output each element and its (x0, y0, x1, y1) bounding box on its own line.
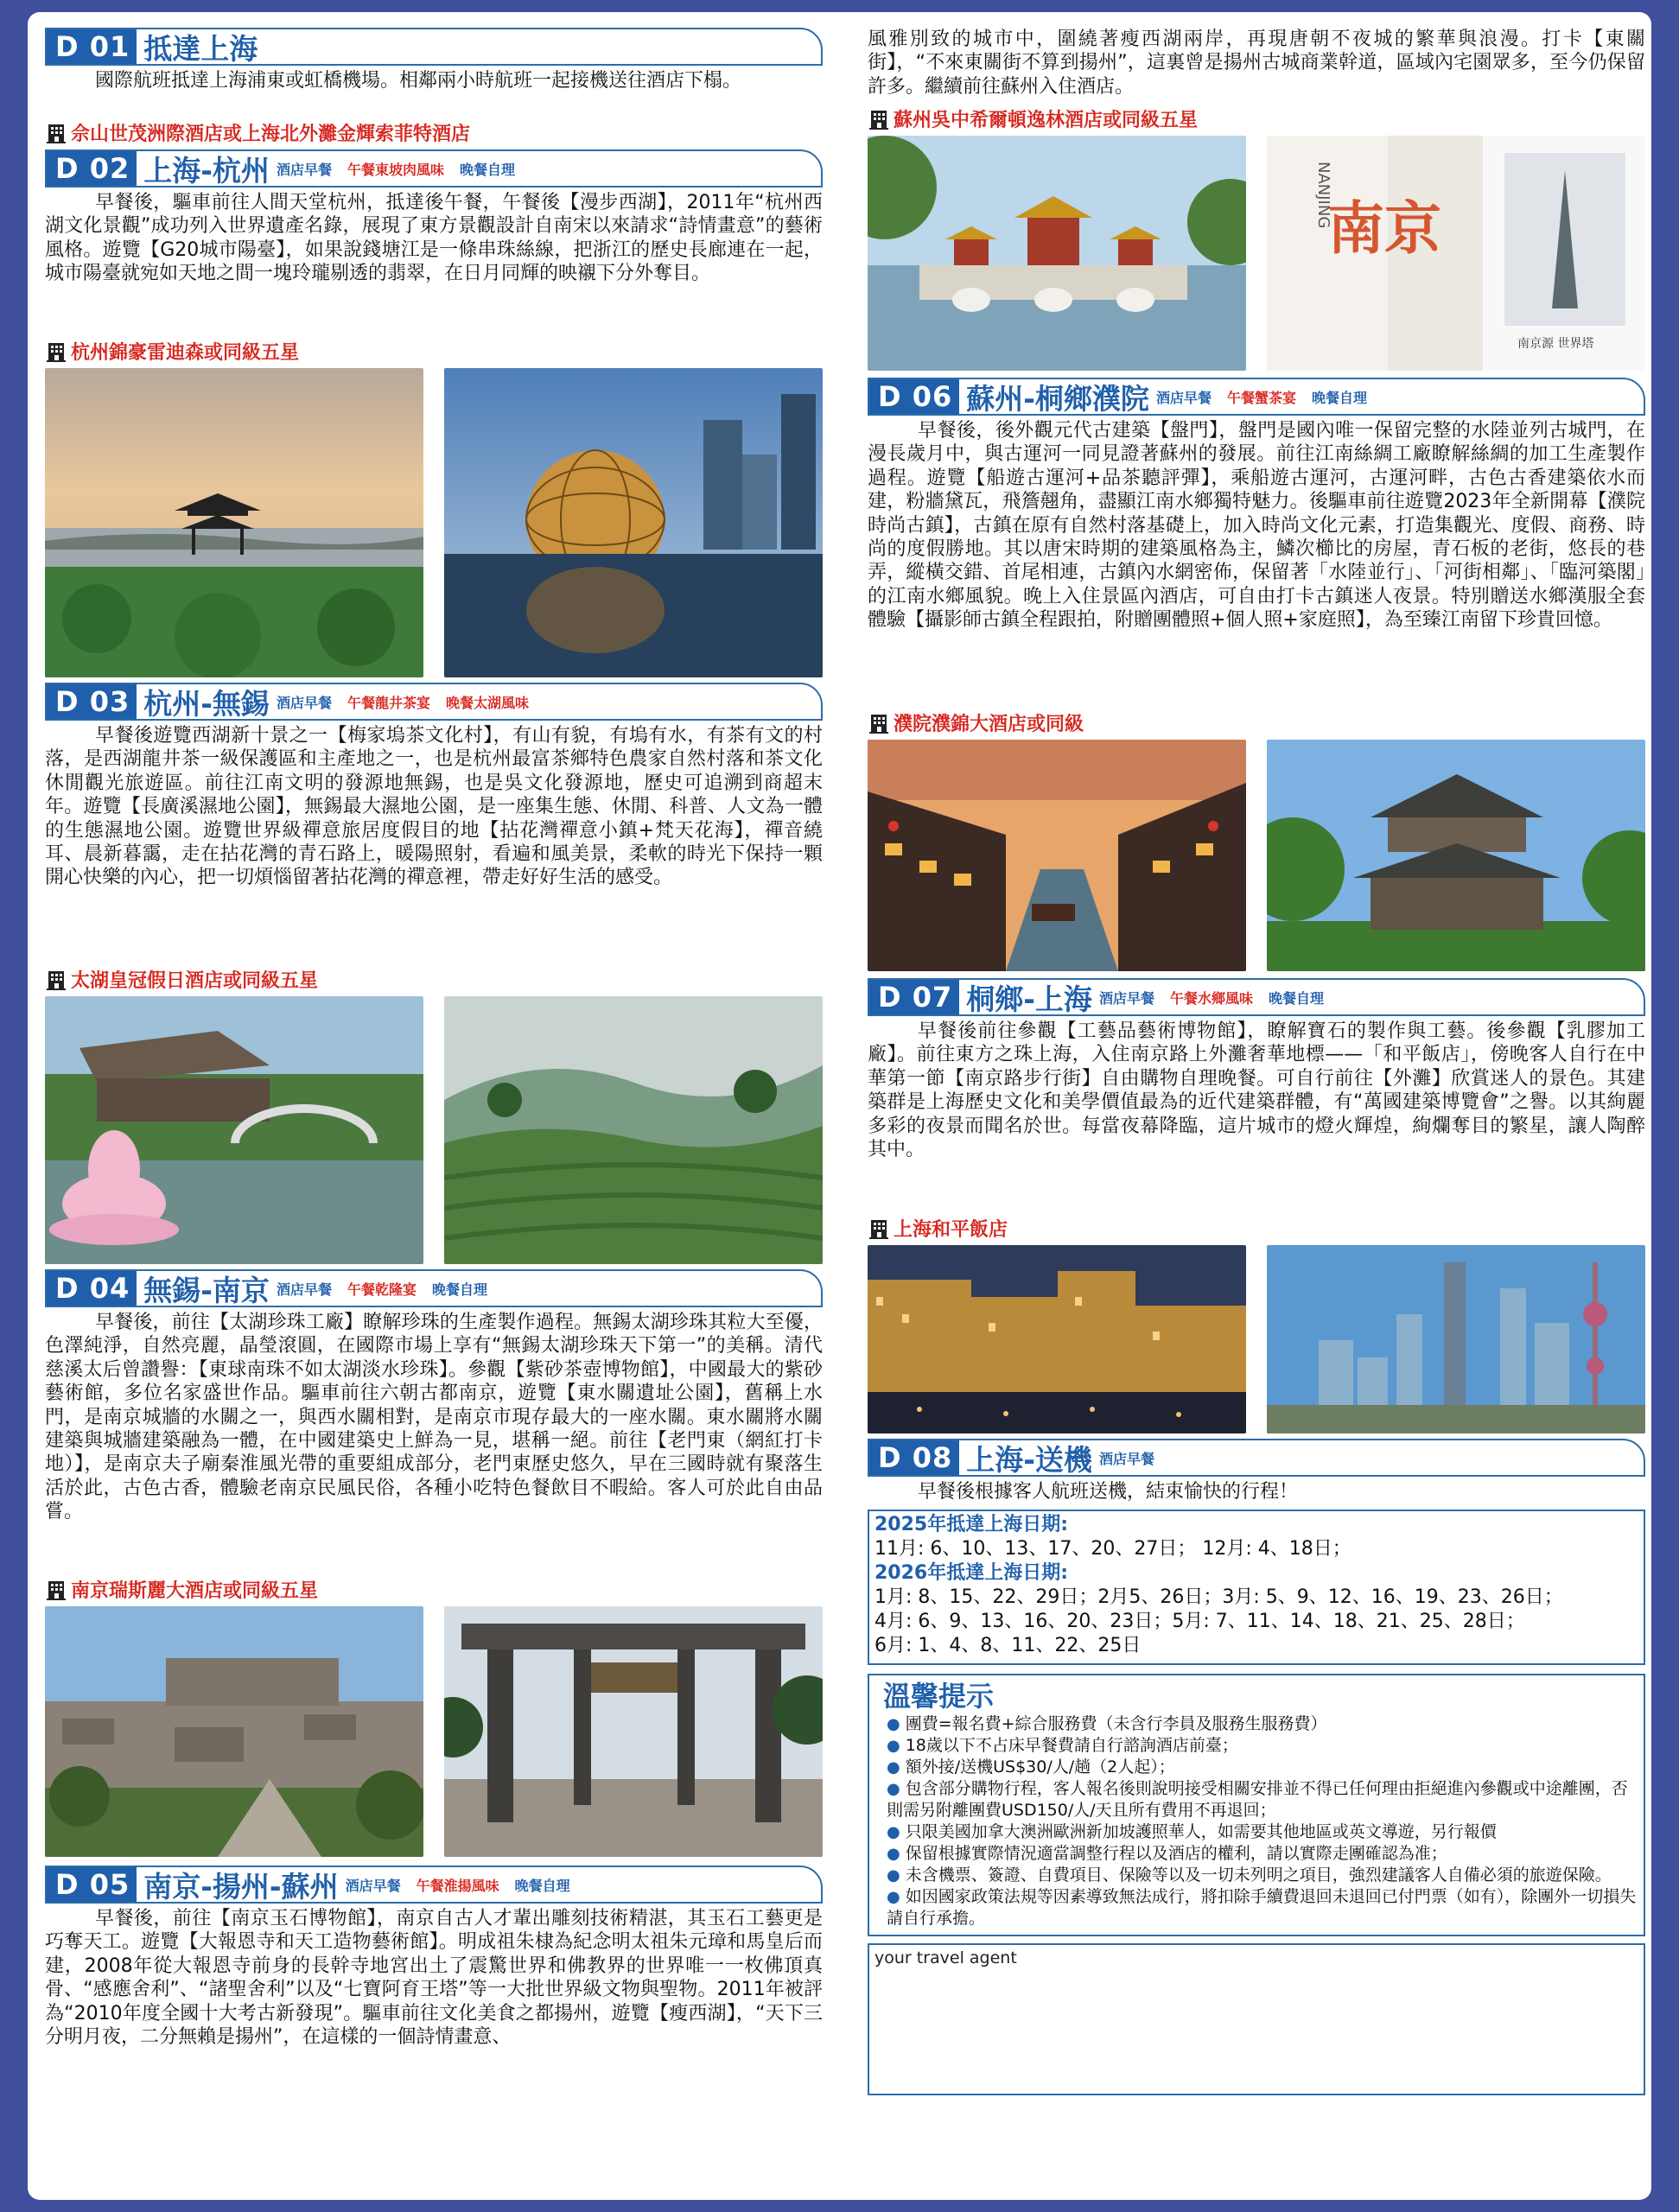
bullet-icon: ● (887, 1866, 900, 1885)
city-wall-photo (45, 1606, 423, 1857)
day-title: 上海-送機 (966, 1442, 1092, 1477)
day-description: 早餐後，前往【太湖珍珠工廠】瞭解珍珠的生產製作過程。無錫太湖珍珠其粒大至優，色澤純淨，自然亮麗，晶瑩滾圓，在國際市場上享有“無錫太湖珍珠天下第一”的美稱。清代慈溪太后曾讚譽：【東球南珠不如太湖淡水珍珠】。參觀【紫砂茶壺博物館】，中國最大的紫砂藝術館，多位名家盛世作品。驅車前往六朝古都南京，遊覽【東水關遺址公園】，舊稱上水門，是南京城牆的水關之一，與西水關相對，是南京市現存最大的一座水關。東水關將水關建築與城牆建築融為一體，在中國建築史上鮮為一見，堪稱一絕。前往【老門東（網紅打卡地）】，是南京夫子廟秦淮風光帶的重要組成部分，老門東歷史悠久，早在三國時就有聚落生活於此，古色古香，體驗老南京民風民俗，各種小吃特色餐飲目不暇給。客人可於此自由品嘗。 (45, 1312, 823, 1523)
bullet-icon: ● (887, 1888, 900, 1906)
bund-night-photo (868, 1245, 1246, 1433)
bullet-icon: ● (887, 1758, 900, 1777)
day-header-d04 (45, 1269, 823, 1307)
photo-nanjing-text: 南京 (1327, 195, 1441, 262)
photo-row (45, 1606, 823, 1857)
meal-dinner: 晚餐自理 (431, 1281, 487, 1298)
bullet-icon: ● (887, 1737, 900, 1755)
day-badge: D 03 (47, 684, 137, 719)
day-header-d02 (45, 149, 823, 188)
tip-item (876, 1821, 1637, 1843)
hotel-line (45, 119, 823, 146)
day-header-d06 (868, 378, 1645, 416)
hotel-building-icon (868, 1217, 890, 1240)
day-badge: D 01 (47, 29, 137, 64)
tip-item (876, 1735, 1637, 1757)
day-description: 國際航班抵達上海浦東或虹橋機場。相鄰兩小時航班一起接機送往酒店下榻。 (95, 70, 742, 92)
hotel-name: 太湖皇冠假日酒店或同級五星 (71, 970, 319, 992)
meal-list (1099, 988, 1339, 1007)
day-description: 早餐後遊覽西湖新十景之一【梅家塢茶文化村】，有山有貌，有塢有水，有茶有文的村落，是西湖龍井茶一級保護區和主產地之一，也是杭州最富茶鄉特色農家自然村落和茶文化休閒觀光旅遊區。前往江南文明的發源地無錫，也是吳文化發源地，歷史可追溯到商超末年。遊覽【長廣溪濕地公園】，無錫最大濕地公園，是一座集生態、休閒、科普、人文為一體的生態濕地公園。遊覽世界級禪意旅居度假目的地【拈花灣禪意小鎮+梵天花海】，禪音繞耳、晨新暮靄，走在拈花灣的青石路上，暖陽照射，看遍和風美景，柔軟的時光下保持一顆開心快樂的內心，把一切煩惱留著拈花灣的禪意裡，帶走好好生活的感受。 (45, 725, 823, 889)
hotel-building-icon (45, 122, 67, 144)
tip-text: 未含機票、簽證、自費項目、保險等以及一切未列明之項目，強烈建議客人自備必須的旅遊保險。 (905, 1866, 1612, 1885)
puyuan-temple-photo (1267, 740, 1645, 971)
departure-dates-box (868, 1510, 1645, 1665)
travel-agent-label: your travel agent (874, 1948, 1017, 1967)
meal-list (277, 692, 544, 712)
tea-plantation-photo (444, 996, 823, 1264)
pudong-skyline-photo (1267, 1245, 1645, 1433)
day-badge: D 07 (869, 980, 959, 1014)
day-description: 早餐後，驅車前往人間天堂杭州，抵達後午餐，午餐後【漫步西湖】，2011年“杭州西湖文化景觀”成功列入世界遺產名錄，展現了東方景觀設計自南宋以來請求“詩情畫意”的藝術風格。遊覽【G20城市陽臺】，如果說錢塘江是一條串珠絲線，把浙江的歷史長廊連在一起，城市陽臺就宛如天地之間一塊玲瓏剔透的翡翠，在日月同輝的映襯下分外奪目。 (45, 192, 823, 285)
day-description: 早餐後，後外觀元代古建築【盤門】，盤門是國內唯一保留完整的水陸並列古城門，在漫長歲月中，與古運河一同見證著蘇州的發展。前往江南絲綢工廠瞭解絲綢的加工生產製作過程。遊覽【船遊古運河+品茶聽評彈】，乘船遊古運河，古運河畔，古色古香建築依水而建，粉牆黛瓦，飛簷翹角，盡顯江南水鄉獨特魅力。後驅車前往遊覽2023年全新開幕【濮院時尚古鎮】，古鎮在原有自然村落基礎上，加入時尚文化元素，打造集觀光、度假、商務、時尚的度假勝地。其以唐宋時期的建築風格為主，鱗次櫛比的房屋，青石板的老街，悠長的巷弄，縱橫交錯、首尾相連，古鎮內水網密佈，保留著「水陸並行」、「河街相鄰」、「臨河築閣」的江南水鄉風貌。晚上入住景區內酒店，可自由打卡古鎮迷人夜景。特別贈送水鄉漢服全套體驗【攝影師古鎮全程跟拍，附贈團體照+個人照+家庭照】，為至臻江南留下珍貴回憶。 (868, 420, 1645, 632)
photo-caption: 南京源 世界塔 (1517, 337, 1594, 351)
day-description: 早餐後前往參觀【工藝品藝術博物館】，瞭解寶石的製作與工藝。後參觀【乳膠加工廠】。前往東方之珠上海，入住南京路上外灘奢華地標——「和平飯店」，傍晚客人自行在中華第一節【南京路步行街】自由購物自理晚餐。可自行前往【外灘】欣賞迷人的景色。其建築群是上海歷史文化和美學價值最為的近代建築群體，有“萬國建築博覽會”之譽。以其絢麗多彩的夜景而聞名於世。每當夜幕降臨，這片城市的燈火輝煌，絢爛奪目的繁星，讓人陶醉其中。 (868, 1020, 1645, 1161)
lotus-garden-photo (45, 996, 423, 1264)
day-title: 南京-揚州-蘇州 (143, 1869, 339, 1904)
hotel-building-icon (868, 712, 890, 734)
meal-breakfast: 酒店早餐 (1098, 989, 1154, 1007)
tips-title: 溫馨提示 (883, 1680, 995, 1713)
tip-item (876, 1886, 1637, 1929)
meal-breakfast: 酒店早餐 (345, 1877, 401, 1894)
hotel-name: 濮院濮錦大酒店或同級 (894, 714, 1084, 735)
meal-lunch: 午餐乾隆宴 (347, 1281, 417, 1298)
tip-text: 18歲以下不占床早餐費請自行諮詢酒店前臺； (905, 1736, 1238, 1755)
water-town-night-photo (868, 740, 1246, 971)
photo-row (45, 996, 823, 1264)
hotel-line (45, 338, 823, 365)
photo-row (45, 368, 823, 677)
day-badge: D 05 (47, 1867, 137, 1902)
meal-dinner: 晚餐太湖風味 (445, 694, 529, 711)
photo-row (868, 740, 1645, 971)
five-pavilion-bridge-photo (868, 136, 1246, 371)
day-title: 杭州-無錫 (143, 686, 270, 721)
dates-2026-line: 6月: 1、4、8、11、22、25日 (874, 1635, 1142, 1656)
travel-agent-box (868, 1943, 1645, 2095)
hotel-building-icon (868, 108, 890, 130)
tip-item (876, 1865, 1637, 1886)
city-balcony-photo (444, 368, 823, 677)
dates-2025-title: 2025年抵達上海日期: (874, 1514, 1069, 1535)
day-header-d01 (45, 28, 823, 66)
day-description: 早餐後，前往【南京玉石博物館】，南京自古人才輩出雕刻技術精湛，其玉石工藝更是巧奪天工。遊覽【大報恩寺和天工造物藝術館】。明成祖朱棣為紀念明太祖朱元璋和馬皇后而建，2008年從大報恩寺前身的長幹寺地宮出土了震驚世界和佛教界的世界唯一一枚佛頂真骨、“感應舍利”、“諸聖舍利”以及“七寶阿育王塔”等一大批世界級文物與聖物。2011年被評為“2010年度全國十大考古新發現”。驅車前往文化美食之都揚州，遊覽【瘦西湖】，“天下三分明月夜，二分無賴是揚州”，在這樣的一個詩情畫意、 (45, 1908, 823, 2049)
tip-text: 包含部分購物行程，客人報名後則說明接受相關安排並不得已任何理由拒絕進內參觀或中途離團，否則需另附離團費USD150/人/天且所有費用不再退回； (887, 1779, 1628, 1820)
hotel-name: 佘山世茂洲際酒店或上海北外灘金輝索菲特酒店 (71, 124, 471, 145)
day-header-d03 (45, 683, 823, 721)
tip-item (876, 1843, 1637, 1865)
day-header-d07 (868, 978, 1645, 1016)
meal-lunch: 午餐蟹茶宴 (1226, 389, 1296, 406)
bullet-icon: ● (887, 1780, 900, 1798)
day-header-d05 (45, 1866, 823, 1904)
meal-breakfast: 酒店早餐 (276, 161, 332, 178)
hotel-building-icon (45, 340, 67, 363)
meal-breakfast: 酒店早餐 (276, 694, 332, 711)
brochure-page (28, 12, 1651, 2200)
day-title: 無錫-南京 (143, 1273, 270, 1307)
day-badge: D 02 (47, 151, 137, 186)
tip-text: 如因國家政策法規等因素導致無法成行，將扣除手續費退回未退回已付門票（如有），除團外一切損失請自行承擔。 (887, 1887, 1637, 1928)
hotel-building-icon (45, 1579, 67, 1601)
bullet-icon: ● (887, 1845, 900, 1863)
photo-row (868, 136, 1645, 371)
bullet-icon: ● (887, 1823, 900, 1841)
tip-text: 額外接/送機US$30/人/趟（2人起）； (905, 1758, 1175, 1777)
day-title: 上海-杭州 (143, 153, 270, 188)
dates-2026-line: 1月: 8、15、22、29日；2月5、26日；3月: 5、9、12、16、19、23、26日； (874, 1586, 1563, 1608)
tip-item (876, 1757, 1637, 1778)
tip-item (876, 1778, 1637, 1821)
meal-list (1156, 387, 1383, 407)
tip-text: 保留根據實際情況適當調整行程以及酒店的權利，請以實際走團確認為准； (905, 1844, 1447, 1863)
tip-text: 只限美國加拿大澳洲歐洲新加坡護照華人，如需要其他地區或英文導遊，另行報價 (905, 1822, 1497, 1841)
meal-lunch: 午餐東坡肉風味 (347, 161, 444, 178)
meal-dinner: 晚餐自理 (459, 161, 515, 178)
meal-breakfast: 酒店早餐 (1155, 389, 1212, 406)
meal-lunch: 午餐水鄉風味 (1169, 989, 1253, 1007)
meal-breakfast: 酒店早餐 (276, 1281, 332, 1298)
meal-breakfast: 酒店早餐 (1098, 1450, 1154, 1467)
tips-box (868, 1674, 1645, 1936)
day-title: 蘇州-桐鄉濮院 (966, 381, 1149, 416)
hotel-name: 南京瑞斯麗大酒店或同級五星 (71, 1580, 319, 1602)
hotel-line (868, 709, 1645, 736)
meal-dinner: 晚餐自理 (1311, 389, 1367, 406)
tip-item (876, 1713, 1637, 1735)
hotel-building-icon (45, 969, 67, 991)
dates-2026-line: 4月: 6、9、13、16、20、23日；5月: 7、11、14、18、21、25、28日； (874, 1611, 1525, 1632)
meal-list (277, 159, 531, 179)
day-description: 早餐後根據客人航班送機，結束愉快的行程！ (918, 1481, 1299, 1503)
day-title: 桐鄉-上海 (966, 982, 1092, 1016)
west-lake-pavilion-photo (45, 368, 423, 677)
meal-dinner: 晚餐自理 (1268, 989, 1324, 1007)
meal-list (1099, 1448, 1170, 1468)
hotel-line (45, 966, 823, 993)
right-column (868, 12, 1645, 2095)
hotel-name: 蘇州吳中希爾頓逸林酒店或同級五星 (894, 110, 1199, 131)
dates-2025-line: 11月: 6、10、13、17、20、27日； 12月: 4、18日； (874, 1538, 1351, 1560)
photo-row (868, 1245, 1645, 1433)
meal-dinner: 晚餐自理 (514, 1877, 570, 1894)
photo-vertical-label: NANJING (1314, 162, 1332, 229)
hotel-line (868, 105, 1645, 132)
hotel-line (45, 1576, 823, 1603)
hotel-line (868, 1215, 1645, 1242)
left-column (45, 12, 823, 2097)
meal-lunch: 午餐淮揚風味 (416, 1877, 499, 1894)
meal-list (346, 1875, 586, 1895)
dates-2026-title: 2026年抵達上海日期: (874, 1562, 1069, 1584)
day-badge: D 04 (47, 1271, 137, 1306)
meal-list (277, 1279, 503, 1299)
nanjing-pagoda-display-photo (1267, 136, 1645, 371)
day-header-d08 (868, 1439, 1645, 1477)
laomendong-gate-photo (444, 1606, 823, 1857)
hotel-name: 杭州錦豪雷迪森或同級五星 (71, 342, 300, 364)
meal-lunch: 午餐龍井茶宴 (347, 694, 430, 711)
hotel-name: 上海和平飯店 (894, 1219, 1008, 1241)
bullet-icon: ● (887, 1715, 900, 1733)
day-description-continued: 風雅別致的城市中，圍繞著瘦西湖兩岸，再現唐朝不夜城的繁華與浪漫。打卡【東關街】，“不來東關街不算到揚州”，這裏曾是揚州古城商業幹道，區域內宅園眾多，至今仍保留許多。繼續前往蘇州入住酒店。 (868, 29, 1645, 98)
tip-text: 團費=報名費+綜合服務費（未含行李員及服務生服務費） (905, 1714, 1327, 1733)
day-badge: D 08 (869, 1440, 959, 1475)
day-badge: D 06 (869, 379, 959, 414)
day-title: 抵達上海 (143, 31, 258, 66)
